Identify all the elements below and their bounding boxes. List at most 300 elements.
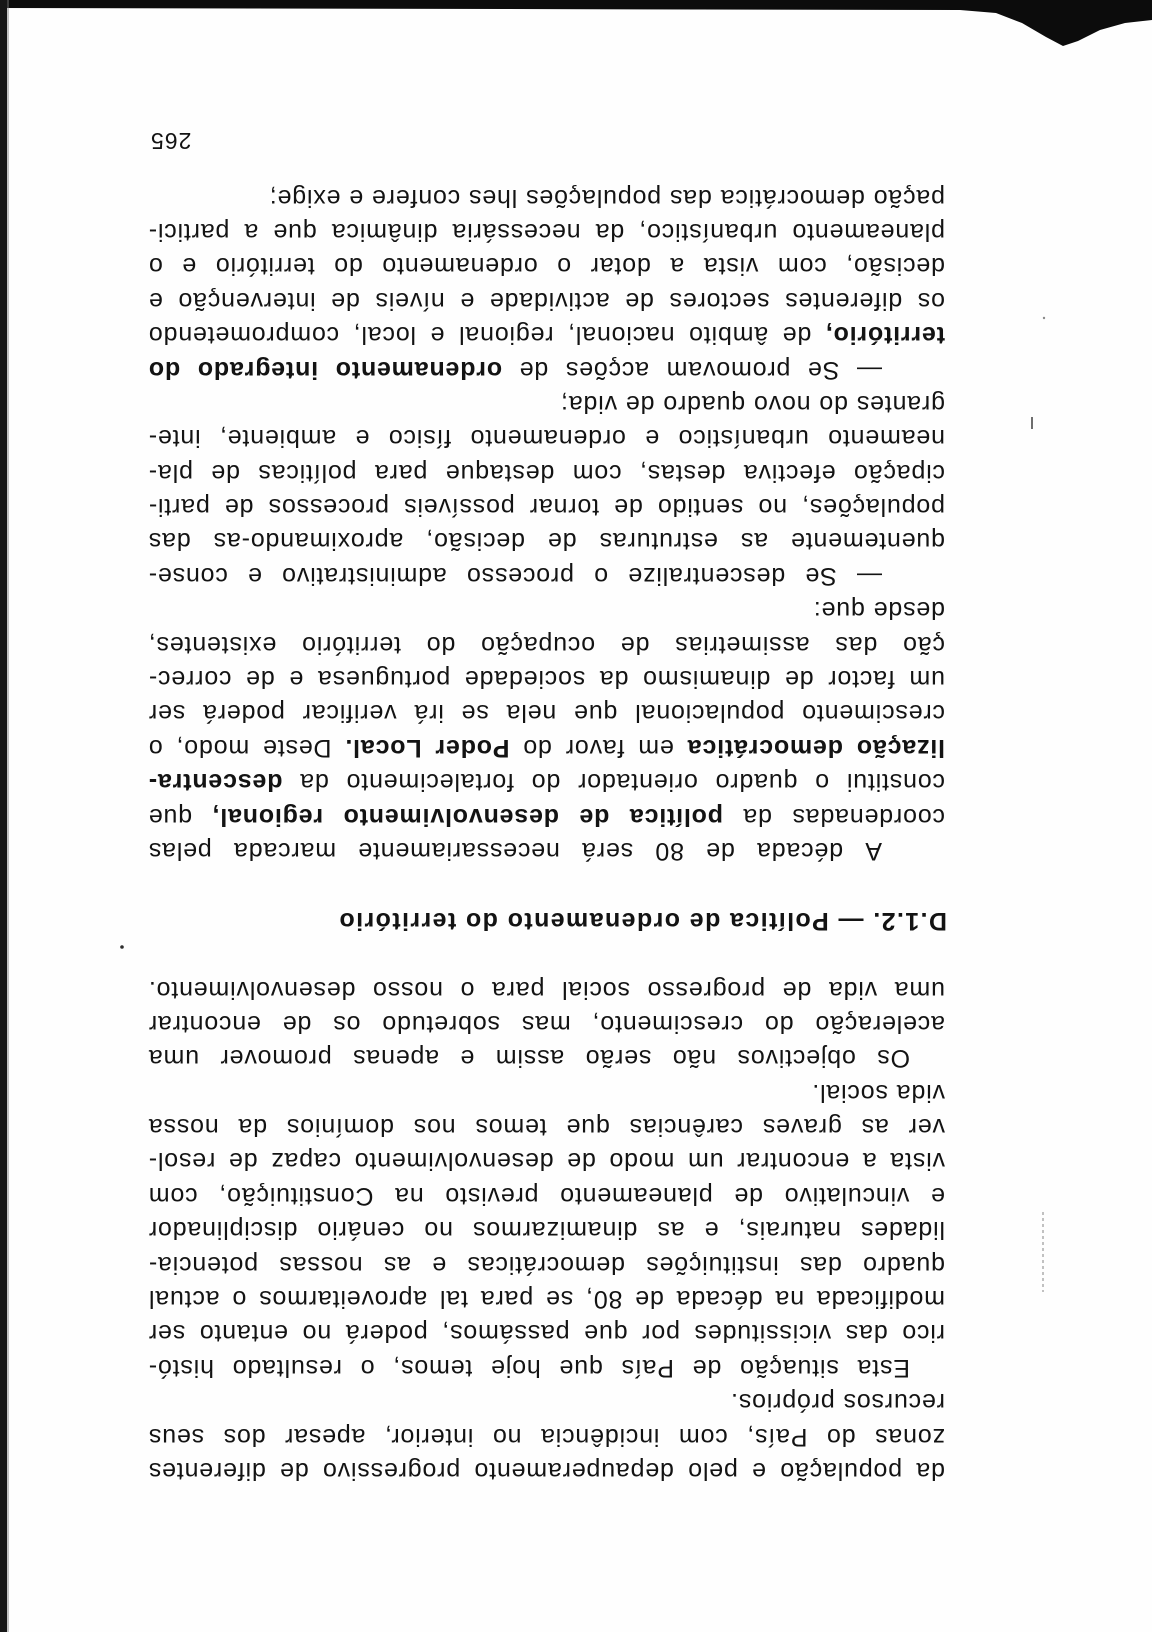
word: das bbox=[844, 1319, 888, 1348]
word: ção bbox=[902, 630, 945, 659]
word: exige; bbox=[268, 183, 341, 212]
word: parti- bbox=[148, 493, 210, 522]
word: de bbox=[224, 493, 254, 522]
word: década bbox=[756, 837, 844, 865]
word: das bbox=[799, 1250, 842, 1279]
word: progresso bbox=[646, 975, 766, 1004]
word: Se bbox=[804, 561, 837, 590]
word: quentemente bbox=[790, 527, 945, 556]
word: ordenamento bbox=[381, 252, 538, 281]
word: seus bbox=[148, 1422, 205, 1451]
word: intervenção bbox=[177, 286, 316, 315]
word: processos bbox=[267, 493, 389, 522]
word: para bbox=[480, 1285, 534, 1314]
text-line bbox=[148, 1316, 945, 1350]
word: na bbox=[774, 1285, 805, 1314]
word: crescimento bbox=[801, 699, 945, 728]
word: que bbox=[272, 217, 317, 246]
word: irá bbox=[413, 699, 444, 728]
word: A bbox=[864, 837, 882, 865]
word: orientador bbox=[577, 768, 698, 797]
word: das bbox=[148, 527, 191, 556]
word: Local. bbox=[344, 733, 422, 762]
word: o bbox=[459, 975, 475, 1004]
word: necessária bbox=[451, 217, 581, 246]
word: aproveitarmos bbox=[258, 1285, 428, 1314]
word: 80 bbox=[654, 837, 684, 865]
word: uma bbox=[893, 975, 945, 1004]
word: e bbox=[703, 1216, 719, 1245]
word: estruturas bbox=[598, 527, 718, 556]
word: lização bbox=[856, 733, 945, 762]
word: encontrar bbox=[148, 1009, 261, 1038]
word: da bbox=[742, 802, 773, 831]
word: apenas bbox=[352, 1044, 440, 1073]
list-item-paragraph bbox=[148, 180, 945, 386]
word: País bbox=[620, 1353, 675, 1382]
word: desenvolvimento. bbox=[148, 975, 356, 1004]
word: aproximando-as bbox=[212, 527, 404, 556]
word: objectivos bbox=[736, 1044, 856, 1073]
word: resultado bbox=[231, 1353, 342, 1382]
word: o bbox=[148, 733, 163, 762]
word: política bbox=[629, 802, 723, 831]
word: nela bbox=[505, 699, 557, 728]
word: Poder bbox=[434, 733, 510, 762]
word: e bbox=[148, 286, 163, 315]
word: de bbox=[210, 458, 240, 487]
word: de bbox=[781, 975, 812, 1004]
text-line bbox=[148, 972, 945, 1006]
word: as bbox=[656, 1216, 685, 1245]
text-line bbox=[148, 765, 945, 799]
text-line bbox=[148, 283, 945, 317]
word: de bbox=[245, 665, 275, 694]
text-line bbox=[148, 387, 945, 421]
word: dos bbox=[222, 1422, 266, 1451]
word: a bbox=[243, 217, 259, 246]
word: situação bbox=[739, 1353, 839, 1382]
word: instituições bbox=[645, 1250, 779, 1279]
text-line bbox=[148, 1144, 945, 1178]
word: administrativo bbox=[281, 561, 447, 590]
word: encontrar bbox=[736, 1147, 850, 1176]
word: rico bbox=[901, 1319, 945, 1348]
word: processo bbox=[466, 561, 575, 590]
word: os bbox=[332, 1009, 361, 1038]
word: do bbox=[826, 1422, 856, 1451]
word: políticas bbox=[257, 458, 357, 487]
text-line bbox=[148, 1213, 945, 1247]
word: Deste bbox=[262, 733, 332, 762]
word: possíveis bbox=[403, 493, 515, 522]
paragraph bbox=[148, 972, 945, 1075]
word: domínios bbox=[286, 1113, 394, 1142]
word: favor bbox=[564, 733, 625, 762]
word: do bbox=[333, 252, 363, 281]
text-line bbox=[148, 1007, 945, 1041]
word: dotar bbox=[589, 252, 651, 281]
word: âmbito bbox=[688, 321, 769, 350]
word: local, bbox=[352, 321, 417, 350]
word: progressivo bbox=[322, 1457, 461, 1485]
word: o bbox=[556, 252, 572, 281]
word: assim bbox=[495, 1044, 565, 1073]
word: populacional bbox=[634, 699, 785, 728]
text-line bbox=[148, 662, 945, 696]
word: existentes, bbox=[148, 630, 277, 659]
word: nossa bbox=[148, 1113, 219, 1142]
word: década bbox=[675, 1285, 763, 1314]
word: no bbox=[757, 493, 788, 522]
word: inte- bbox=[148, 424, 201, 453]
word: o bbox=[231, 1285, 247, 1314]
word: e bbox=[459, 286, 475, 315]
word: — bbox=[856, 355, 882, 384]
word: tal bbox=[439, 1285, 468, 1314]
text-line bbox=[148, 593, 945, 627]
word: as bbox=[383, 1250, 412, 1279]
word: vista bbox=[703, 252, 759, 281]
word: temos, bbox=[392, 1353, 473, 1382]
word: a bbox=[862, 1147, 877, 1176]
word: modo, bbox=[175, 733, 250, 762]
word: diferentes bbox=[148, 1457, 266, 1485]
word: se bbox=[460, 699, 489, 728]
word: um bbox=[908, 665, 945, 694]
word: actual bbox=[148, 1285, 220, 1314]
word: e bbox=[429, 321, 445, 350]
text-line bbox=[148, 558, 945, 592]
word: e bbox=[459, 1044, 475, 1073]
word: ser bbox=[148, 1319, 186, 1348]
word: desde bbox=[872, 596, 945, 625]
word: vida bbox=[828, 975, 878, 1004]
word: serão bbox=[584, 1044, 652, 1073]
word: território, bbox=[825, 321, 945, 350]
word: social bbox=[561, 975, 630, 1004]
paragraph bbox=[148, 593, 945, 868]
word: pelas bbox=[148, 837, 212, 865]
word: resol- bbox=[148, 1147, 216, 1176]
word: se bbox=[545, 1285, 574, 1314]
word: sentido bbox=[657, 493, 744, 522]
text-line bbox=[148, 455, 945, 489]
word: que bbox=[148, 802, 193, 831]
word: Se bbox=[807, 355, 840, 384]
word: e bbox=[930, 1181, 945, 1210]
word: incidência bbox=[540, 1422, 660, 1451]
word: o bbox=[593, 561, 609, 590]
word: acções bbox=[565, 355, 650, 384]
list-item-paragraph bbox=[148, 387, 945, 593]
word: promover bbox=[219, 1044, 332, 1073]
word: planeamento bbox=[791, 217, 945, 246]
word: factor bbox=[827, 665, 895, 694]
word: pelo bbox=[687, 1457, 738, 1485]
word: histó- bbox=[148, 1353, 214, 1382]
section-heading: D.1.2. — Política de ordenamento do território bbox=[338, 907, 947, 935]
word: físico bbox=[388, 424, 452, 453]
word: tornar bbox=[529, 493, 600, 522]
word: de bbox=[634, 1285, 664, 1314]
word: os bbox=[916, 286, 945, 315]
word: da bbox=[599, 665, 629, 694]
text-line bbox=[148, 1385, 945, 1419]
word: sectores bbox=[668, 286, 770, 315]
word: correc- bbox=[148, 665, 232, 694]
word: nos bbox=[412, 1113, 456, 1142]
word: interior, bbox=[384, 1422, 474, 1451]
word: modo bbox=[608, 1147, 675, 1176]
text-line bbox=[148, 1454, 945, 1488]
word: verificar bbox=[301, 699, 397, 728]
text-block-upper bbox=[148, 972, 945, 1488]
word: cipação bbox=[853, 458, 945, 487]
word: vida bbox=[895, 1078, 945, 1107]
word: diferentes bbox=[784, 286, 903, 315]
word: nosso bbox=[372, 975, 443, 1004]
text-line bbox=[148, 249, 945, 283]
word: naturais, bbox=[737, 1216, 841, 1245]
word: e bbox=[431, 1250, 447, 1279]
word: urbanístico bbox=[677, 424, 809, 453]
word: de bbox=[282, 1009, 312, 1038]
word: níveis bbox=[374, 286, 445, 315]
word: descentralize bbox=[627, 561, 786, 590]
word: decisão, bbox=[425, 527, 526, 556]
word: do bbox=[764, 1009, 794, 1038]
word: no bbox=[301, 1319, 332, 1348]
word: e bbox=[181, 252, 197, 281]
word: potencia- bbox=[148, 1250, 259, 1279]
text-line bbox=[148, 180, 945, 214]
word: as bbox=[860, 1113, 889, 1142]
word: constitui bbox=[846, 768, 945, 797]
word: necessariamente bbox=[357, 837, 560, 865]
word: próprios. bbox=[730, 1388, 835, 1417]
word: ambiente, bbox=[219, 424, 337, 453]
word: actividade bbox=[489, 286, 610, 315]
word: depauperamento bbox=[473, 1457, 674, 1485]
word: comprometendo bbox=[148, 321, 340, 350]
word: democrática bbox=[719, 183, 865, 212]
word: aceleração bbox=[814, 1009, 945, 1038]
word: das bbox=[669, 183, 712, 212]
word: Os bbox=[876, 1044, 910, 1073]
text-line bbox=[148, 1041, 945, 1075]
word: apesar bbox=[284, 1422, 366, 1451]
word: de bbox=[566, 1147, 596, 1176]
word: ordenamento bbox=[334, 355, 503, 384]
word: descentra- bbox=[148, 768, 283, 797]
text-line bbox=[148, 1350, 945, 1384]
word: País, bbox=[746, 1422, 808, 1451]
word: uma bbox=[148, 1044, 200, 1073]
word: território bbox=[215, 252, 315, 281]
word: de bbox=[578, 802, 610, 831]
word: dinâmica bbox=[331, 217, 438, 246]
word: democráticas bbox=[466, 1250, 625, 1279]
word: populações bbox=[525, 183, 662, 212]
text-line bbox=[148, 1247, 945, 1281]
word: poderá bbox=[345, 1319, 428, 1348]
word: carências bbox=[628, 1113, 744, 1142]
word: da bbox=[594, 217, 625, 246]
word: entanto bbox=[199, 1319, 289, 1348]
word: com bbox=[148, 1181, 198, 1210]
word: — bbox=[856, 561, 882, 590]
word: modificada bbox=[816, 1285, 945, 1314]
word: ocupação bbox=[480, 630, 596, 659]
word: por bbox=[641, 1319, 680, 1348]
word: quadro bbox=[662, 389, 746, 418]
word: dinamismo bbox=[642, 665, 771, 694]
word: um bbox=[687, 1147, 724, 1176]
word: do bbox=[425, 630, 456, 659]
word: novo bbox=[753, 389, 811, 418]
word: de bbox=[781, 321, 812, 350]
word: fortalecimento bbox=[345, 768, 515, 797]
word: vida; bbox=[560, 389, 618, 418]
text-line bbox=[148, 1282, 945, 1316]
text-line bbox=[148, 1419, 945, 1453]
word: no bbox=[423, 1216, 453, 1245]
text-line bbox=[148, 421, 945, 455]
word: de bbox=[691, 1353, 722, 1382]
word: recursos bbox=[842, 1388, 945, 1417]
text-block-lower bbox=[148, 180, 945, 868]
paragraph bbox=[148, 1075, 945, 1385]
word: integrado bbox=[197, 355, 319, 384]
word: e bbox=[751, 1457, 767, 1485]
word: regional bbox=[458, 321, 554, 350]
word: urbanístico, bbox=[638, 217, 778, 246]
word: que bbox=[558, 1353, 603, 1382]
word: com bbox=[777, 252, 827, 281]
word: promovam bbox=[665, 355, 791, 384]
word: pação bbox=[872, 183, 945, 212]
word: população bbox=[779, 1457, 903, 1485]
word: no bbox=[492, 1422, 522, 1451]
word: de bbox=[625, 389, 655, 418]
word: sobretudo bbox=[381, 1009, 500, 1038]
word: quadro bbox=[714, 768, 798, 797]
word: território bbox=[301, 630, 401, 659]
word: cenário bbox=[316, 1216, 405, 1245]
word: com bbox=[678, 1422, 728, 1451]
word: do bbox=[148, 355, 181, 384]
word: pla- bbox=[148, 458, 193, 487]
word: para bbox=[374, 458, 428, 487]
word: quadro bbox=[862, 1250, 945, 1279]
word: que bbox=[565, 1113, 610, 1142]
word: da bbox=[237, 1113, 268, 1142]
word: sociedade bbox=[464, 665, 586, 694]
word: mas bbox=[521, 1009, 571, 1038]
text-line bbox=[148, 1110, 945, 1144]
word: do bbox=[522, 733, 552, 762]
text-line bbox=[148, 799, 945, 833]
word: na bbox=[394, 1181, 424, 1210]
word: efectiva bbox=[743, 458, 836, 487]
word: Constituição, bbox=[218, 1181, 374, 1210]
word: conse- bbox=[148, 561, 228, 590]
word: de bbox=[705, 837, 735, 865]
word: e bbox=[354, 424, 370, 453]
word: temos bbox=[474, 1113, 547, 1142]
word: passámos, bbox=[441, 1319, 570, 1348]
word: vicissitudes bbox=[693, 1319, 832, 1348]
text-line bbox=[148, 1178, 945, 1212]
word: 80, bbox=[585, 1285, 623, 1314]
word: do bbox=[818, 389, 848, 418]
word: para bbox=[491, 975, 545, 1004]
word: partici- bbox=[148, 217, 230, 246]
word: de bbox=[330, 286, 360, 315]
word: da bbox=[299, 768, 329, 797]
word: de bbox=[518, 355, 549, 384]
word: destaque bbox=[445, 458, 555, 487]
word: a bbox=[669, 252, 685, 281]
word: desenvolvimento bbox=[353, 1147, 554, 1176]
word: de bbox=[620, 630, 650, 659]
text-line bbox=[148, 215, 945, 249]
word: não bbox=[672, 1044, 717, 1073]
word: de bbox=[733, 1181, 764, 1210]
text-line bbox=[148, 627, 945, 661]
word: zonas bbox=[874, 1422, 945, 1451]
word: neamento bbox=[827, 424, 945, 453]
text-line bbox=[148, 352, 945, 386]
word: em bbox=[637, 733, 674, 762]
word: vinculativo bbox=[783, 1181, 910, 1210]
word: decisão, bbox=[845, 252, 945, 281]
word: as bbox=[740, 527, 769, 556]
word: de bbox=[624, 286, 654, 315]
word: que bbox=[573, 699, 618, 728]
word: o bbox=[814, 768, 830, 797]
word: populações, bbox=[801, 493, 945, 522]
text-line bbox=[148, 1075, 945, 1109]
word: e bbox=[644, 424, 660, 453]
word: será bbox=[581, 837, 634, 865]
word: grantes bbox=[856, 389, 945, 418]
word: de bbox=[613, 493, 643, 522]
word: ver bbox=[907, 1113, 945, 1142]
word: ordenamento bbox=[469, 424, 626, 453]
word: de bbox=[228, 1147, 258, 1176]
text-line bbox=[148, 696, 945, 730]
word: e bbox=[247, 561, 262, 590]
word: capaz bbox=[270, 1147, 342, 1176]
text-line bbox=[148, 834, 945, 868]
word: com bbox=[571, 458, 622, 487]
word: e bbox=[288, 665, 304, 694]
word: o bbox=[359, 1353, 375, 1382]
word: de bbox=[547, 527, 577, 556]
word: desenvolvimento bbox=[342, 802, 560, 831]
word: de bbox=[784, 665, 814, 694]
word: disciplinador bbox=[148, 1216, 298, 1245]
word: assimetrias bbox=[674, 630, 810, 659]
word: das bbox=[834, 630, 878, 659]
page-number: 265 bbox=[150, 128, 192, 154]
word: de bbox=[279, 1457, 309, 1485]
word: confere bbox=[371, 183, 461, 212]
word: lhes bbox=[468, 183, 518, 212]
word: poderá bbox=[202, 699, 285, 728]
